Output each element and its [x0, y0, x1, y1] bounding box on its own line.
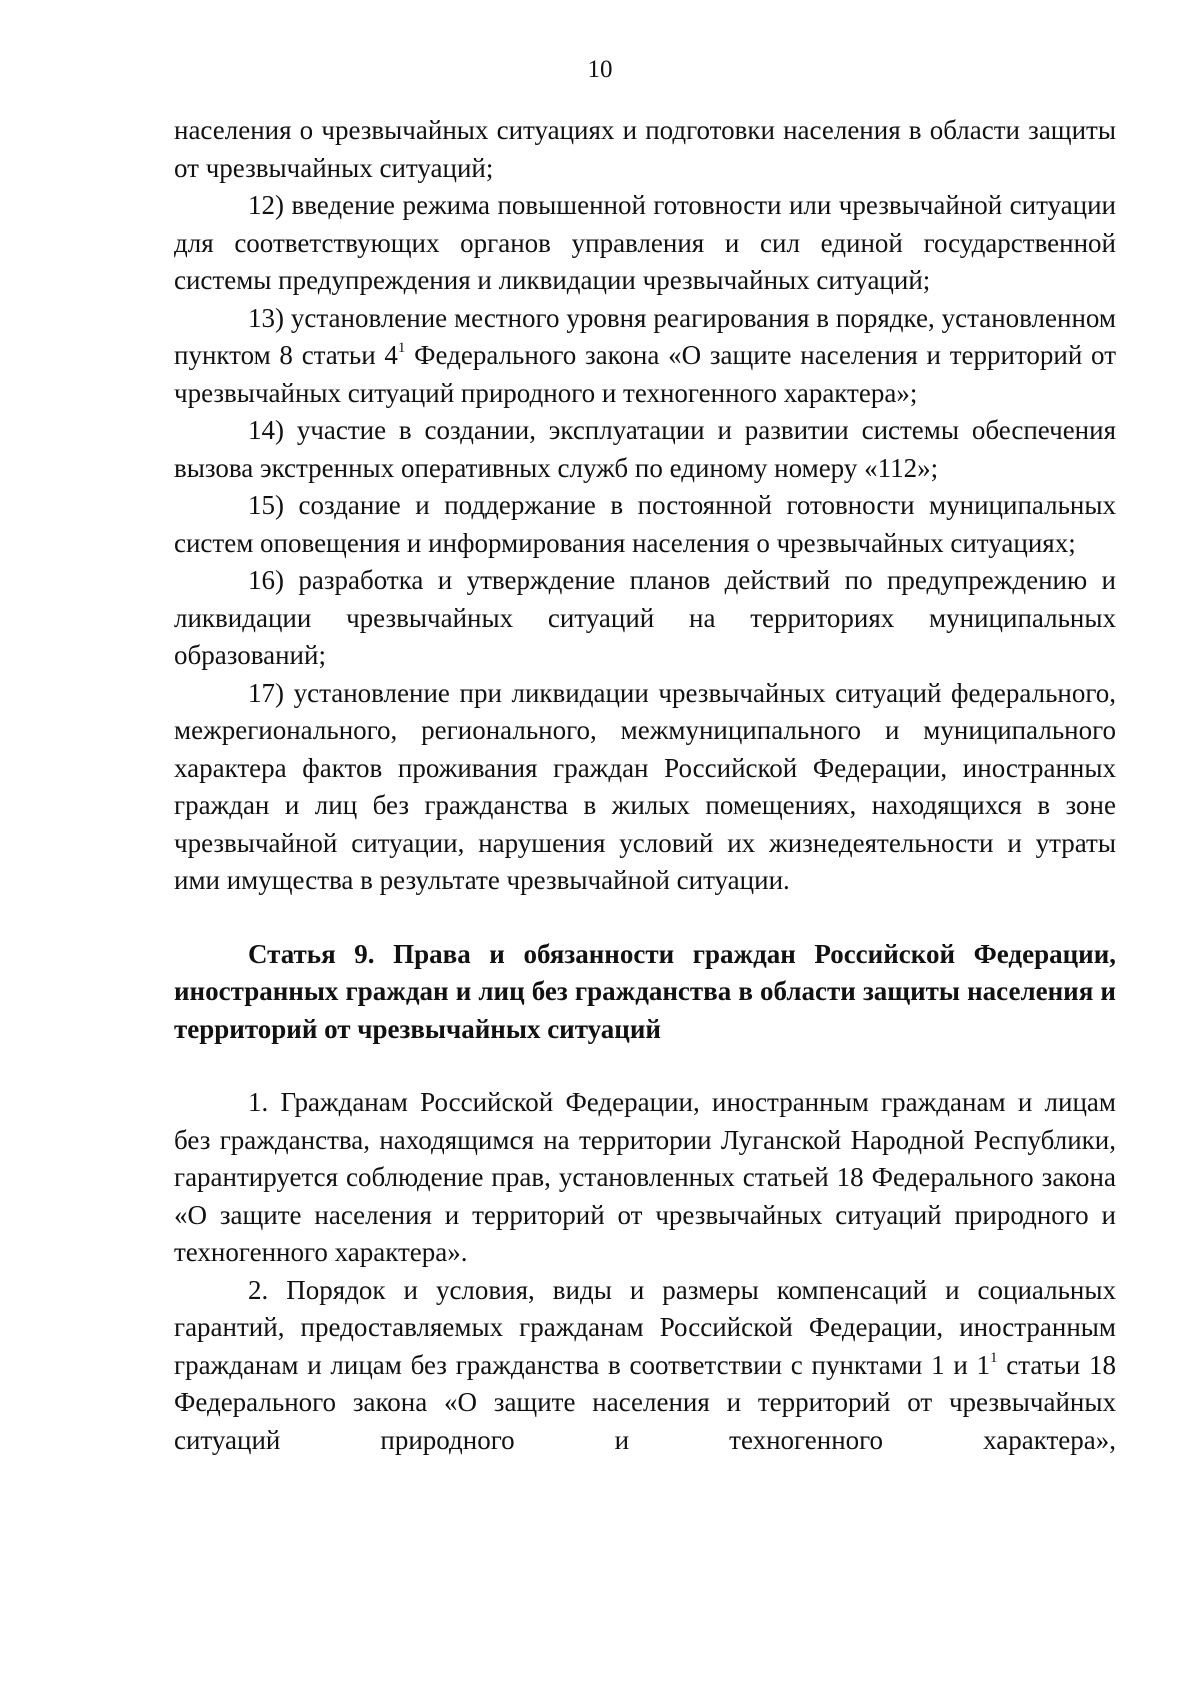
clause-2 [174, 1272, 1116, 1460]
list-item-13-text-b: Федерального закона «О защите населения и территорий от чрезвычайных ситуаций природного и техногенного характера»; [174, 340, 1117, 408]
document-body [174, 112, 1116, 1459]
superscript: 1 [990, 1349, 998, 1366]
clause-2-text-b: статьи 18 Федерального закона «О защите населения и территорий от чрезвычайных ситуаций природного и техногенного характера», [174, 1349, 1116, 1455]
clause-1: 1. Гражданам Российской Федерации, иностранным гражданам и лицам без гражданства, находящимся на территории Луганской Народной Республики, гарантируется соблюдение прав, установленных статьей 18 Федерального закона «О защите населения и территорий от чрезвычайных ситуаций природного и техногенного характера». [174, 1087, 1116, 1267]
list-item-14: 14) участие в создании, эксплуатации и развитии системы обеспечения вызова экстренных оперативных служб по единому номеру «112»; [174, 415, 1116, 483]
article-label: Статья 9. [248, 938, 375, 969]
paragraph-continuation: населения о чрезвычайных ситуациях и подготовки населения в области защиты от чрезвычайных ситуаций; [174, 115, 1116, 183]
list-item-15: 15) создание и поддержание в постоянной готовности муниципальных систем оповещения и информирования населения о чрезвычайных ситуациях; [174, 490, 1116, 558]
page-number: 10 [587, 56, 613, 83]
superscript: 1 [397, 340, 406, 356]
clause-2-text-a: 2. Порядок и условия, виды и размеры компенсаций и социальных гарантий, предоставляемых гражданам Российской Федерации, иностранным гражданам и лицам без гражданства в соответствии с пунктами 1 и 1 [174, 1274, 1116, 1380]
list-item-16: 16) разработка и утверждение планов действий по предупреждению и ликвидации чрезвычайных ситуаций на территориях муниципальных образований; [174, 565, 1116, 670]
list-item-13-text-a: 13) установление местного уровня реагирования в порядке, установленном пунктом 8 статьи 4 [174, 302, 1116, 370]
list-item-17: 17) установление при ликвидации чрезвычайных ситуаций федерального, межрегионального, регионального, межмуниципального и муниципального характера фактов проживания граждан Российской Федерации, иностранных граждан и лиц без гражданства в жилых помещениях, находящихся в зоне чрезвычайной ситуации, нарушения условий их жизнедеятельности и утраты ими имущества в результате чрезвычайной ситуации. [174, 677, 1116, 895]
list-item-13 [174, 300, 1116, 413]
list-item-12: 12) введение режима повышенной готовности или чрезвычайной ситуации для соответствующих органов управления и сил единой государственной системы предупреждения и ликвидации чрезвычайных ситуаций; [174, 190, 1116, 295]
article-heading [174, 936, 1116, 1049]
article-title: Права и обязанности граждан Российской Федерации, иностранных граждан и лиц без гражданства в области защиты населения и территорий от чрезвычайных ситуаций [174, 938, 1117, 1044]
